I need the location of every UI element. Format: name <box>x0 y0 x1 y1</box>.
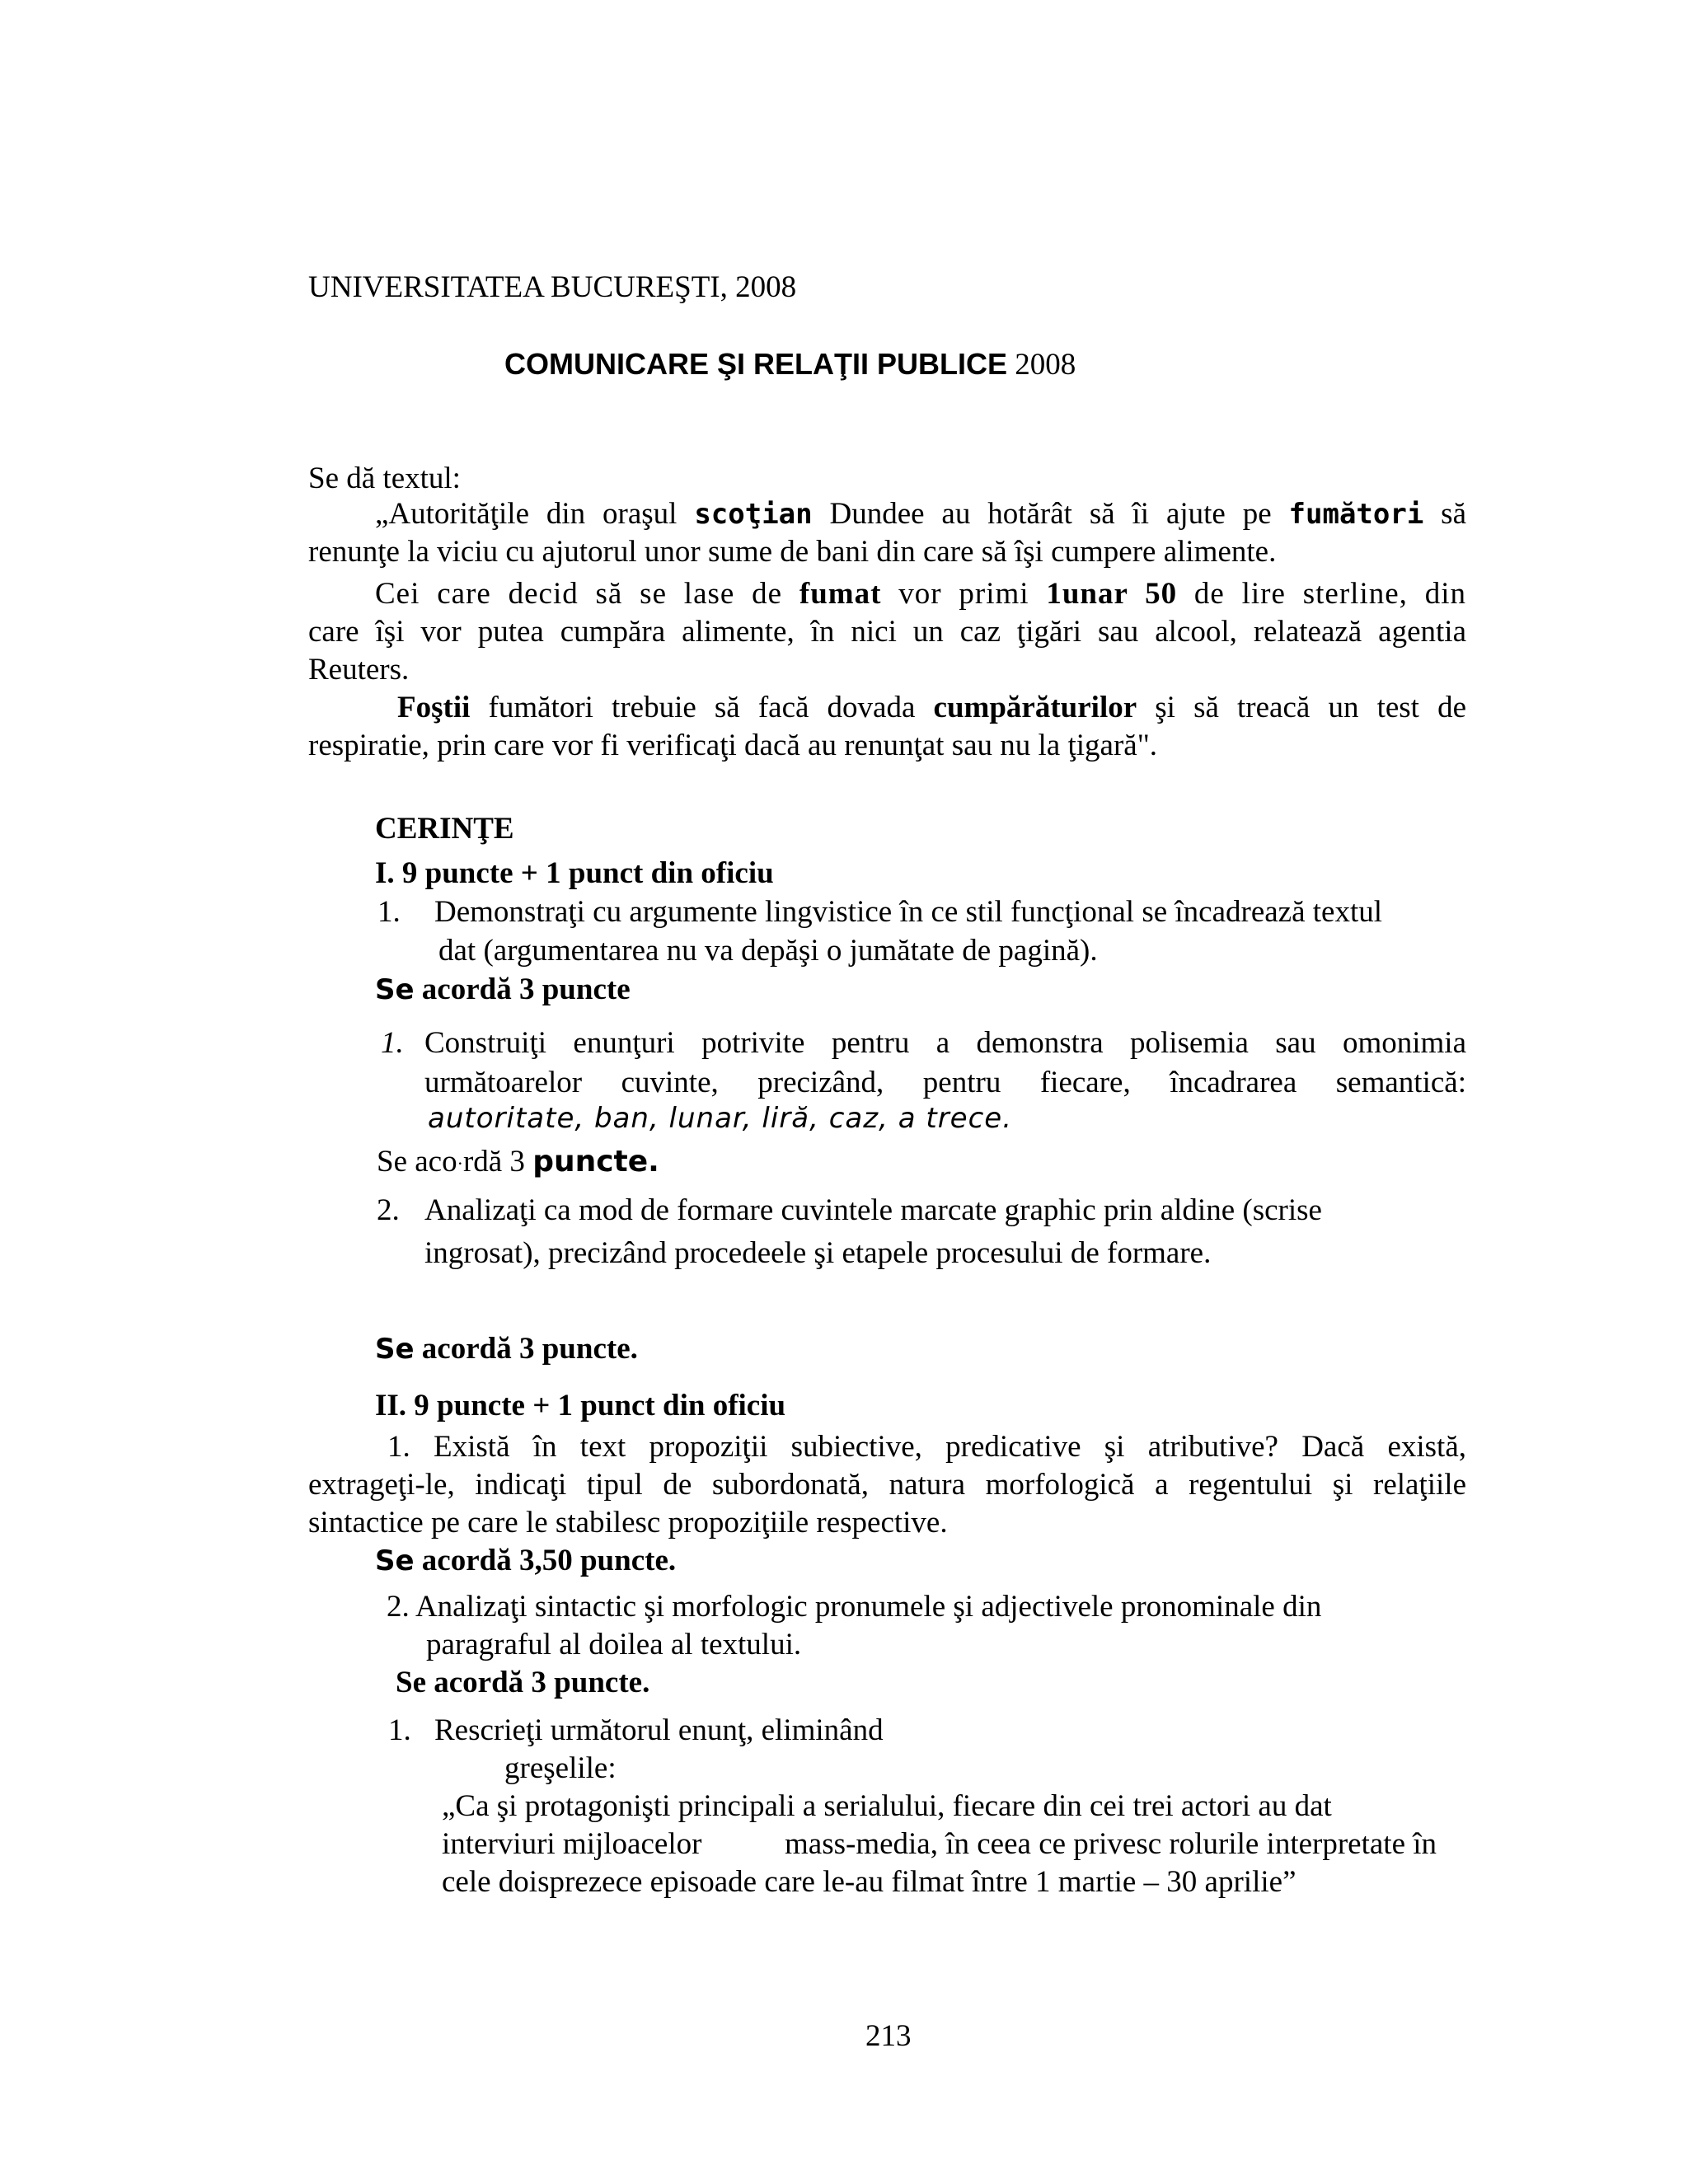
passage-p2-line3: Reuters. <box>308 653 410 687</box>
q4-line3: sintactice pe care le stabilesc propoziţiile respective. <box>308 1506 948 1540</box>
q5-points: Se acordă 3 puncte. <box>396 1666 650 1699</box>
page-title <box>504 344 1076 385</box>
q3-line1: Analizaţi ca mod de formare cuvintele marcate graphic prin aldine (scrise <box>424 1193 1322 1227</box>
passage-p1-line2: renunţe la viciu cu ajutorul unor sume de bani din care să îşi cumpere alimente. <box>308 535 1277 569</box>
p1-bold-scotian: scoţian <box>694 498 813 531</box>
q2-line1: Construiţi enunţuri potrivite pentru a demonstra polisemia sau omonimia <box>424 1026 1466 1060</box>
q6-number: 1. <box>388 1713 411 1747</box>
part1-header: I. 9 puncte + 1 punct din oficiu <box>375 856 774 890</box>
title-year: 2008 <box>1007 348 1076 382</box>
q2-points-c: puncte. <box>532 1145 659 1179</box>
q1-number: 1. <box>377 895 401 929</box>
q1-line2: dat (argumentarea nu va depăşi o jumătate de pagină). <box>438 934 1098 968</box>
p3-d: şi să treacă un test de <box>1137 691 1466 724</box>
q2-points-a: Se aco <box>377 1145 457 1179</box>
passage-p2-line1 <box>375 574 1466 614</box>
q6-quote-line2b: mass-media, în ceea ce privesc rolurile interpretate în <box>785 1827 1437 1861</box>
q5-line2: paragraful al doilea al textului. <box>426 1628 802 1661</box>
q3-points <box>375 1329 638 1369</box>
p2-c: vor primi <box>881 577 1047 611</box>
q2-number: 1. <box>381 1026 404 1060</box>
q3-number: 2. <box>377 1193 400 1227</box>
q3-line2: ingrosat), precizând procedeele şi etapele procesului de formare. <box>424 1236 1212 1270</box>
q4-points <box>375 1541 676 1581</box>
q4-points-rest: acordă 3,50 puncte. <box>414 1544 677 1577</box>
q1-points-se: Se <box>375 973 415 1006</box>
q2-points <box>377 1142 659 1183</box>
q6-quote-line2a: interviuri mijloacelor <box>442 1827 702 1861</box>
q6-quote-line3: cele doisprezece episoade care le-au filmat între 1 martie – 30 aprilie” <box>442 1865 1296 1899</box>
passage-p3-line2: respiratie, prin care vor fi verificaţi dacă au renunţat sau nu la ţigară". <box>308 729 1158 762</box>
p3-b: fumători trebuie să facă dovada <box>470 691 934 724</box>
p3-bold-cumparaturilor: cumpărăturilor <box>933 691 1137 724</box>
q1-points-rest: acordă 3 puncte <box>414 972 631 1006</box>
q3-points-rest: acordă 3 puncte. <box>414 1332 638 1366</box>
p1-a: „Autorităţile din oraşul <box>375 497 695 531</box>
p2-bold-fumat: fumat <box>799 577 882 611</box>
p2-e: de lire sterline, din <box>1177 577 1466 611</box>
q6-quote-line1: „Ca şi protagonişti principali a serialului, fiecare din cei trei actori au dat <box>442 1789 1332 1823</box>
p1-c: Dundee au hotărât să îi ajute pe <box>812 497 1289 531</box>
q1-points <box>375 970 631 1010</box>
passage-p2-line2: care îşi vor putea cumpăra alimente, în nici un caz ţigări sau alcool, relatează agentia <box>308 615 1466 649</box>
q2-points-b: rdă 3 <box>462 1145 533 1179</box>
q5-line1: 2. Analizaţi sintactic şi morfologic pronumele şi adjectivele pronominale din <box>387 1590 1322 1624</box>
passage-p3-line1 <box>397 688 1466 728</box>
q4-points-se: Se <box>375 1544 415 1577</box>
q2-line2: următoarelor cuvinte, precizând, pentru fiecare, încadrarea semantică: <box>424 1066 1466 1099</box>
q2-points-dot: · <box>457 1153 463 1174</box>
q4-line2: extrageţi-le, indicaţi tipul de subordonată, natura morfologică a regentului şi relaţiile <box>308 1468 1466 1502</box>
q2-words: autoritate, ban, lunar, liră, caz, a trece. <box>428 1102 1013 1135</box>
text-intro: Se dă textul: <box>308 462 461 495</box>
requirements-heading: CERINŢE <box>375 812 514 846</box>
p2-bold-lunar: 1unar 50 <box>1046 577 1178 611</box>
p3-bold-fostii: Foştii <box>397 691 471 724</box>
p2-a: Cei care decid să se lase de <box>375 577 799 611</box>
p1-bold-fumatori: fumători <box>1288 498 1424 531</box>
university-header: UNIVERSITATEA BUCUREŞTI, 2008 <box>308 270 797 304</box>
passage-p1-line1 <box>375 494 1466 534</box>
title-bold: COMUNICARE ŞI RELAŢII PUBLICE <box>504 347 1008 381</box>
q3-points-se: Se <box>375 1333 415 1366</box>
q6-line2: greşelile: <box>504 1751 617 1785</box>
p1-e: să <box>1423 497 1466 531</box>
page-number: 213 <box>865 2019 912 2053</box>
q6-line1: Rescrieţi următorul enunţ, eliminând <box>434 1713 884 1747</box>
q1-line1: Demonstraţi cu argumente lingvistice în ce stil funcţional se încadrează textul <box>434 895 1383 929</box>
part2-header: II. 9 puncte + 1 punct din oficiu <box>375 1389 786 1422</box>
q4-line1: 1. Există în text propoziţii subiective, predicative şi atributive? Dacă există, <box>387 1430 1466 1464</box>
